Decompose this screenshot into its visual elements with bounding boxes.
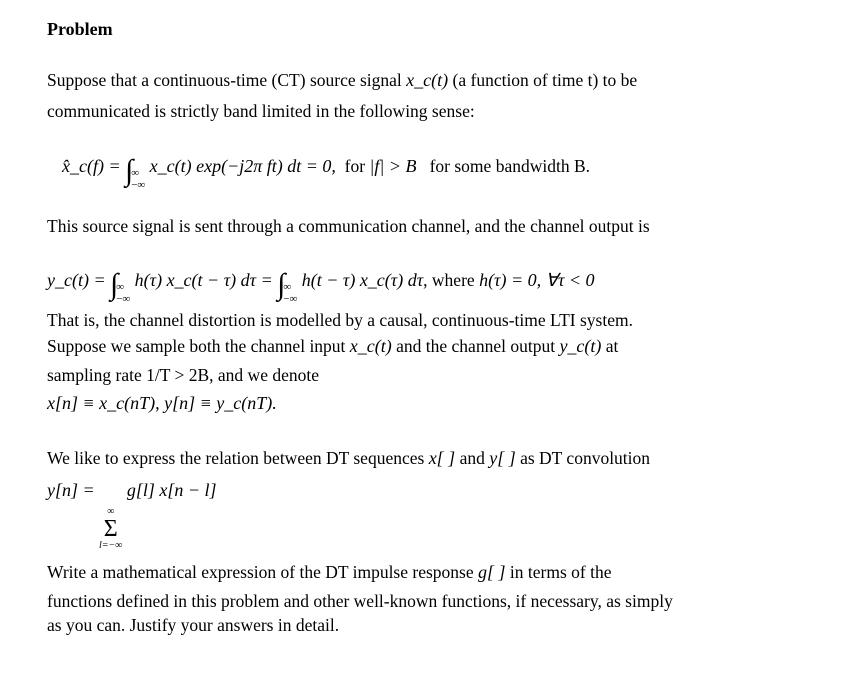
- para1-line1: [47, 70, 637, 91]
- upper-limit: ∞: [131, 167, 140, 179]
- eq-lhs: y_c(t) =: [47, 270, 106, 290]
- text: Suppose we sample both the channel input: [47, 336, 346, 356]
- eq-condition: |f| > B: [369, 156, 417, 176]
- eq-body: h(t − τ) x_c(τ) dτ: [301, 270, 424, 290]
- math-xc: x_c(t): [406, 70, 449, 90]
- text: We like to express the relation between DT sequences: [47, 448, 425, 468]
- eq-body: g[l] x[n − l]: [126, 480, 217, 500]
- para3-line3: sampling rate 1/T > 2B, and we denote: [47, 365, 319, 385]
- upper-limit: ∞: [107, 506, 115, 517]
- integral-sign: ∫: [277, 268, 286, 301]
- upper-limit: ∞: [116, 281, 125, 293]
- para5-line3: as you can. Justify your answers in detail.: [47, 615, 340, 635]
- text: Write a mathematical expression of the DT impulse response: [47, 562, 474, 582]
- para1-line2: communicated is strictly band limited in the following sense:: [47, 101, 475, 121]
- eq-lhs: y[n] =: [47, 480, 95, 500]
- math-y: y[ ]: [489, 448, 516, 468]
- text: and: [459, 448, 485, 468]
- para3-line1: That is, the channel distortion is modelled by a causal, continuous-time LTI system.: [47, 310, 633, 330]
- math-yc: y_c(t): [559, 336, 602, 356]
- text: , where: [423, 270, 475, 290]
- lower-limit: −∞: [116, 293, 131, 305]
- eq-body: x_c(t) exp(−j2π ft) dt = 0,: [149, 156, 336, 176]
- math-xc: x_c(t): [349, 336, 392, 356]
- integral-sign: ∫: [110, 268, 119, 301]
- text: as DT convolution: [520, 448, 651, 468]
- integral-sign: ∫: [125, 154, 134, 187]
- para4: [47, 448, 650, 469]
- eq-lhs: x̂_c(f) =: [62, 156, 121, 176]
- upper-limit: ∞: [283, 281, 292, 293]
- math-g: g[ ]: [478, 562, 506, 582]
- eq-body: h(τ) x_c(t − τ) dτ =: [134, 270, 273, 290]
- math-x: x[ ]: [428, 448, 456, 468]
- text: at: [605, 336, 619, 356]
- para5-line1: [47, 562, 611, 583]
- text: for some bandwidth B.: [429, 156, 590, 176]
- lower-limit: −∞: [131, 179, 146, 191]
- lower-limit: l=−∞: [99, 540, 123, 551]
- text: and the channel output: [396, 336, 556, 356]
- text: in terms of the: [509, 562, 612, 582]
- equation-fourier: [62, 154, 590, 191]
- text: Suppose that a continuous-time (CT) source signal: [47, 70, 402, 90]
- problem-title: Problem: [47, 19, 113, 39]
- equation-convolution: [47, 268, 595, 305]
- sampling-definition: x[n] ≡ x_c(nT), y[n] ≡ y_c(nT).: [47, 393, 277, 413]
- equation-dt-convolution: [47, 480, 216, 551]
- sum-sign: Σ: [103, 516, 118, 542]
- para2: This source signal is sent through a communication channel, and the channel output is: [47, 216, 650, 236]
- eq-condition: h(τ) = 0, ∀τ < 0: [479, 270, 595, 290]
- lower-limit: −∞: [283, 293, 298, 305]
- para3-line2: [47, 336, 618, 357]
- para5-line2: functions defined in this problem and other well-known functions, if necessary, as simply: [47, 591, 673, 611]
- text: (a function of time t) to be: [452, 70, 638, 90]
- text: for: [344, 156, 366, 176]
